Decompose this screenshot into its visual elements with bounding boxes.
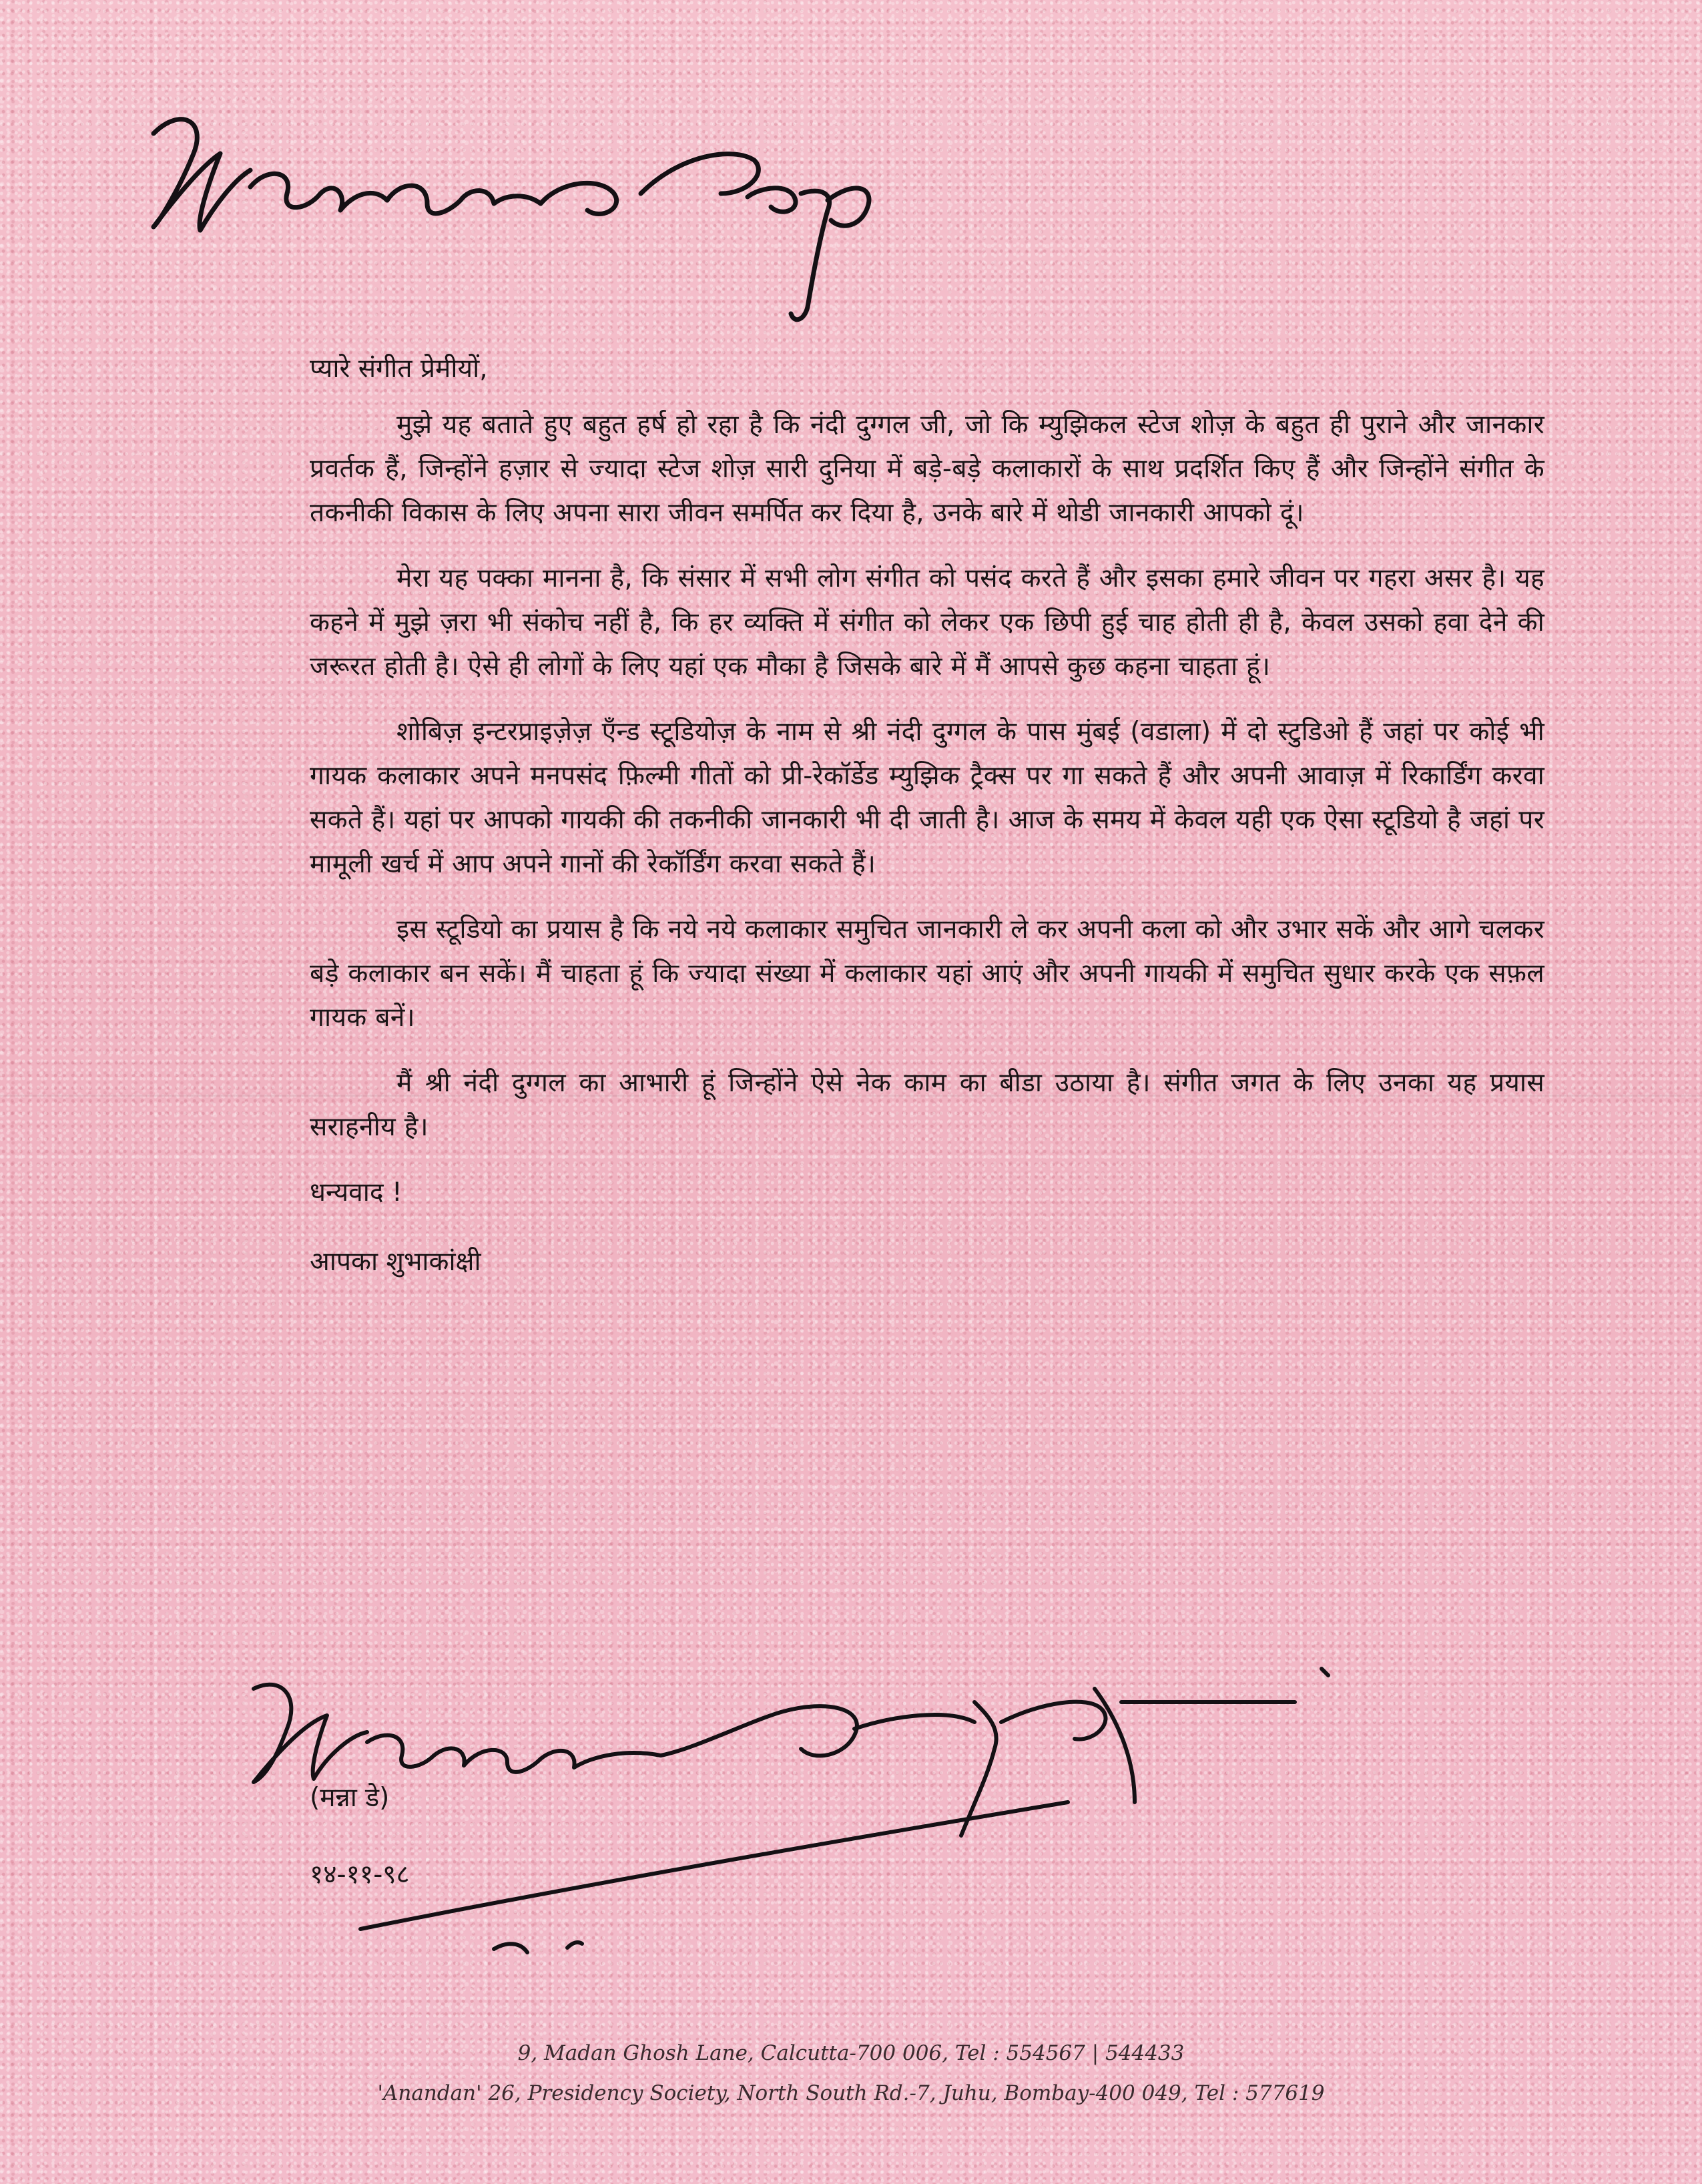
paragraph-4: इस स्टूडियो का प्रयास है कि नये नये कलाकार समुचित जानकारी ले कर अपनी कला को और उभार सकें और आगे चलकर बड़े कलाकार बन सकें। मैं चाहता हूं कि ज्यादा संख्या में कलाकार यहां आएं और अपनी गायकी में समुचित सुधार करके एक सफ़ल गायक बनें। <box>310 914 1544 1033</box>
footer-address-bombay: 'Anandan' 26, Presidency Society, North South Rd.-7, Juhu, Bombay-400 049, Tel : 577619 <box>377 2081 1325 2105</box>
paragraph-2: मेरा यह पक्का मानना है, कि संसार में सभी लोग संगीत को पसंद करते हैं और इसका हमारे जीवन पर गहरा असर है। यह कहने में मुझे ज़रा भी संकोच नहीं है, कि हर व्यक्ति में संगीत को लेकर एक छिपी हुई चाह होती ही है, केवल उसको हवा देने की जरूरत होती है। ऐसे ही लोगों के लिए यहां एक मौका है जिसके बारे में मैं आपसे कुछ कहना चाहता हूं। <box>310 563 1544 681</box>
letter-date: १४-११-९८ <box>310 1860 410 1890</box>
header-signature <box>133 93 908 334</box>
bottom-signature <box>227 1649 1375 1956</box>
closing-line: आपका शुभाकांक्षी <box>310 1247 481 1277</box>
footer-address-calcutta: 9, Madan Ghosh Lane, Calcutta-700 006, Tel : 554567 | 544433 <box>517 2041 1185 2065</box>
paragraph-3: शोबिज़ इन्टरप्राइज़ेज़ एँन्ड स्टूडियोज़ के नाम से श्री नंदी दुग्गल के पास मुंबई (वडाला) में दो स्टुडिओ हैं जहां पर कोई भी गायक कलाकार अपने मनपसंद फ़िल्मी गीतों को प्री-रेकॉर्डेड म्युझिक ट्रैक्स पर गा सकते हैं और अपनी आवाज़ में रिकार्डिंग करवा सकते हैं। यहां पर आपको गायकी की तकनीकी जानकारी भी दी जाती है। आज के समय में केवल यही एक ऐसा स्टूडियो है जहां पर मामूली खर्च में आप अपने गानों की रेकॉर्डिंग करवा सकते हैं। <box>310 717 1544 879</box>
paragraph-1: मुझे यह बताते हुए बहुत हर्ष हो रहा है कि नंदी दुग्गल जी, जो कि म्युझिकल स्टेज शोज़ के बहुत ही पुराने और जानकार प्रवर्तक हैं, जिन्होंने हज़ार से ज्यादा स्टेज शोज़ सारी दुनिया में बड़े-बड़े कलाकारों के साथ प्रदर्शित किए हैं और जिन्होंने संगीत के तकनीकी विकास के लिए अपना सारा जीवन समर्पित कर दिया है, उनके बारे में थोडी जानकारी आपको दूं। <box>310 410 1544 528</box>
letter-body <box>310 347 1544 1284</box>
paragraph-5: मैं श्री नंदी दुग्गल का आभारी हूं जिन्होंने ऐसे नेक काम का बीडा उठाया है। संगीत जगत के लिए उनका यह प्रयास सराहनीय है। <box>310 1068 1544 1142</box>
thanks-line: धन्यवाद ! <box>310 1177 402 1207</box>
salutation: प्यारे संगीत प्रेमीयों, <box>310 354 488 384</box>
signed-name: (मन्ना डे) <box>310 1783 390 1813</box>
